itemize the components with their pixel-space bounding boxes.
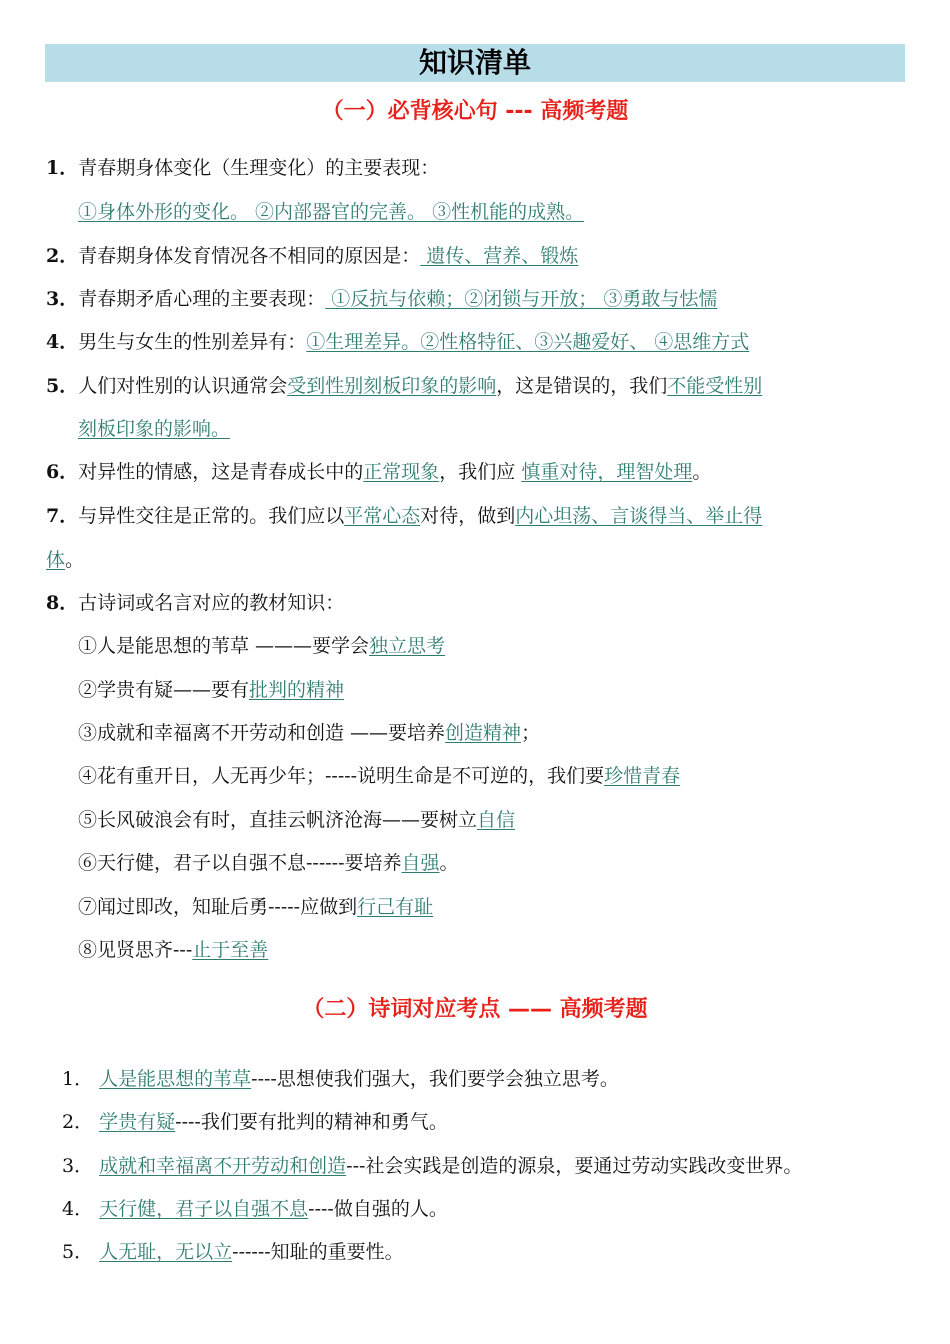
item-text: 古诗词或名言对应的教材知识： xyxy=(78,592,345,614)
poem-text: ⑥天行健，君子以自强不息------要培养 xyxy=(78,852,402,874)
item-text: 人们对性别的认识通常会 xyxy=(78,375,288,397)
item-6 xyxy=(46,458,916,486)
poem-text: ⑤长风破浪会有时，直挂云帆济沧海——要树立 xyxy=(78,809,478,831)
poem-line xyxy=(78,806,948,834)
poem-line xyxy=(78,719,948,747)
answer-text: 自强 xyxy=(401,852,440,874)
item-number: 1． xyxy=(62,1068,94,1090)
answer-text: 批判的精神 xyxy=(249,679,345,701)
poem-tail: 。 xyxy=(439,852,459,874)
section2-heading: （二）诗词对应考点 —— 高频考题 xyxy=(302,997,648,1022)
answer-text: 平常心态 xyxy=(344,505,421,527)
item-number: 2． xyxy=(62,1111,94,1133)
item-text: 。 xyxy=(65,549,85,571)
answer-text: 创造精神 xyxy=(445,722,522,744)
answer-text: 天行健，君子以自强不息 xyxy=(99,1198,309,1220)
item-number: 8． xyxy=(46,592,79,614)
item-text: 男生与女生的性别差异有： xyxy=(78,331,307,353)
item-text: ，我们应 xyxy=(439,461,522,483)
item-number: 6． xyxy=(46,461,79,483)
poem-text: ⑦闻过即改，知耻后勇-----应做到 xyxy=(78,896,358,918)
item-1-answer-line xyxy=(78,198,948,226)
answer-text: 慎重对待，理智处理 xyxy=(521,461,693,483)
item-4 xyxy=(46,328,916,356)
poem-text: ②学贵有疑——要有 xyxy=(78,679,250,701)
poem-line xyxy=(78,893,948,921)
item-text: 青春期矛盾心理的主要表现： xyxy=(78,288,326,310)
poem-text: ③成就和幸福离不开劳动和创造 ——要培养 xyxy=(78,722,446,744)
item-text: ---社会实践是创造的源泉，要通过劳动实践改变世界。 xyxy=(346,1155,803,1177)
item-number: 2． xyxy=(46,245,79,267)
item-number: 5． xyxy=(46,375,79,397)
item-3 xyxy=(46,285,916,313)
section2-item xyxy=(62,1238,932,1266)
page-title: 知识清单 xyxy=(45,44,905,82)
answer-text: 人是能思想的苇草 xyxy=(99,1068,252,1090)
item-text: 对异性的情感，这是青春成长中的 xyxy=(78,461,364,483)
section1-heading: （一）必背核心句 --- 高频考题 xyxy=(321,99,629,124)
item-text: 青春期身体变化（生理变化）的主要表现： xyxy=(78,157,440,179)
answer-text: 止于至善 xyxy=(192,939,269,961)
item-number: 7． xyxy=(46,505,79,527)
answer-text: 自信 xyxy=(477,809,516,831)
item-text: ----做自强的人。 xyxy=(308,1198,448,1220)
item-1 xyxy=(46,154,916,182)
poem-line xyxy=(78,936,948,964)
item-text: ------知耻的重要性。 xyxy=(232,1241,404,1263)
item-2 xyxy=(46,242,916,270)
answer-text: 内心坦荡、言谈得当、举止得 xyxy=(515,505,763,527)
answer-text: 人无耻，无以立 xyxy=(99,1241,233,1263)
section2-item xyxy=(62,1195,932,1223)
item-8 xyxy=(46,589,916,617)
answer-text: 刻板印象的影响。 xyxy=(78,418,231,440)
item-text: 与异性交往是正常的。我们应以 xyxy=(78,505,345,527)
section2-item xyxy=(62,1108,932,1136)
answer-text: 学贵有疑 xyxy=(99,1111,176,1133)
item-5 xyxy=(46,372,916,400)
answer-text: 行己有耻 xyxy=(357,896,434,918)
answer-text: 正常现象 xyxy=(363,461,440,483)
poem-line xyxy=(78,676,948,704)
poem-line xyxy=(78,632,948,660)
item-number: 5． xyxy=(62,1241,94,1263)
poem-tail: ； xyxy=(521,722,541,744)
answer-text: ①身体外形的变化。 ②内部器官的完善。 ③性机能的成熟。 xyxy=(78,201,585,223)
section2-item xyxy=(62,1152,932,1180)
item-number: 3． xyxy=(62,1155,94,1177)
item-text: ----思想使我们强大，我们要学会独立思考。 xyxy=(251,1068,619,1090)
answer-text: 独立思考 xyxy=(369,635,446,657)
item-number: 1． xyxy=(46,157,79,179)
poem-line xyxy=(78,762,948,790)
poem-line xyxy=(78,849,948,877)
section2-item xyxy=(62,1065,932,1093)
item-7-continuation xyxy=(46,546,916,574)
answer-text: 成就和幸福离不开劳动和创造 xyxy=(99,1155,347,1177)
item-text: ，这是错误的，我们 xyxy=(496,375,668,397)
answer-text: ①生理差异。②性格特征、③兴趣爱好、 ④思维方式 xyxy=(306,331,750,353)
item-number: 3． xyxy=(46,288,79,310)
answer-text: 不能受性别 xyxy=(667,375,763,397)
answer-text: 遗传、营养、锻炼 xyxy=(420,245,579,267)
answer-text: 珍惜青春 xyxy=(604,765,681,787)
item-text: 。 xyxy=(692,461,712,483)
item-7 xyxy=(46,502,916,530)
item-text: 对待，做到 xyxy=(420,505,516,527)
poem-text: ⑧见贤思齐--- xyxy=(78,939,193,961)
poem-text: ①人是能思想的苇草 ———要学会 xyxy=(78,635,370,657)
item-number: 4． xyxy=(46,331,79,353)
item-text: ----我们要有批判的精神和勇气。 xyxy=(175,1111,448,1133)
answer-text: 受到性别刻板印象的影响 xyxy=(287,375,497,397)
item-text: 青春期身体发育情况各不相同的原因是： xyxy=(78,245,421,267)
item-number: 4． xyxy=(62,1198,94,1220)
item-5-continuation xyxy=(78,415,948,443)
poem-text: ④花有重开日，人无再少年；-----说明生命是不可逆的，我们要 xyxy=(78,765,605,787)
answer-text: 体 xyxy=(46,549,66,571)
answer-text: ①反抗与依赖；②闭锁与开放； ③勇敢与怯懦 xyxy=(325,288,718,310)
